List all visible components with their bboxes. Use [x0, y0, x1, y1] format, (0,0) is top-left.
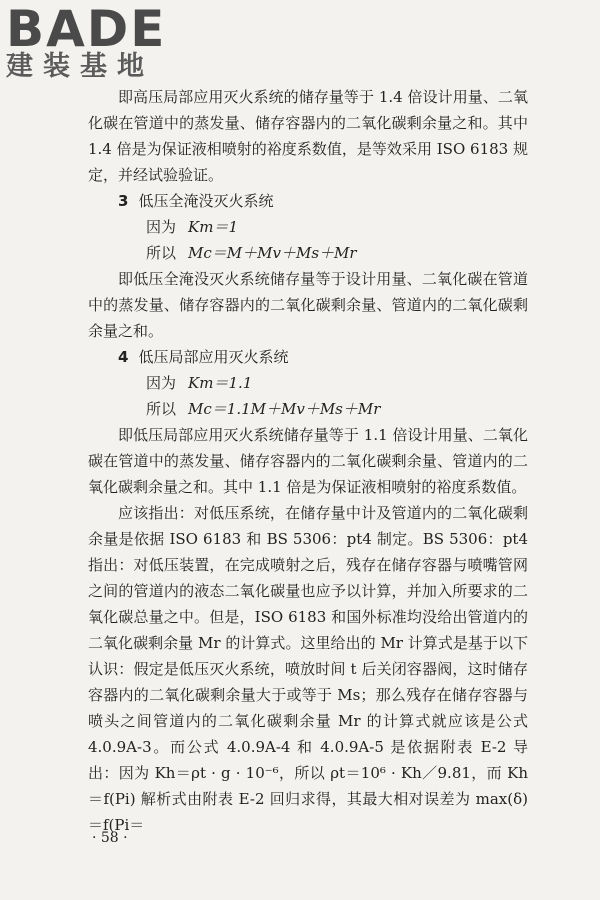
formula-expression: Mc＝M＋Mv＋Ms＋Mr [188, 244, 357, 262]
formula-line [88, 370, 528, 396]
formula-expression: Mc＝1.1M＋Mv＋Ms＋Mr [188, 400, 381, 418]
section-number: 4 [118, 348, 129, 366]
paragraph-high-pressure-local: 即高压局部应用灭火系统的储存量等于 1.4 倍设计用量、二氧化碳在管道中的蒸发量、储存容器内的二氧化碳剩余量之和。其中 1.4 倍是为保证液相喷射的裕度系数值，是等效采用 ISO 6183 规定，并经试验验证。 [88, 88, 528, 184]
section-number: 3 [118, 192, 129, 210]
paragraph-low-pressure-total: 即低压全淹没灭火系统储存量等于设计用量、二氧化碳在管道中的蒸发量、储存容器内的二氧化碳剩余量、管道内的二氧化碳剩余量之和。 [88, 270, 528, 340]
section-title: 低压全淹没灭火系统 [138, 192, 274, 210]
formula-line [88, 240, 528, 266]
paragraph-note: 应该指出：对低压系统，在储存量中计及管道内的二氧化碳剩余量是依据 ISO 6183 和 BS 5306：pt4 制定。BS 5306：pt4 指出：对低压装置，在完成喷射之后，残存在储存容器与喷嘴管网之间的管道内的液态二氧化碳量也应予以计算，并加入所要求的二氧化碳总量之中。但是，ISO 6183 和国外标准均没给出管道内的二氧化碳剩余量 Mr 的计算式。这里给出的 Mr 计算式是基于以下认识：假定是低压灭火系统，喷放时间 t 后关闭容器阀，这时储存容器内的二氧化碳剩余量大于或等于 Ms；那么残存在储存容器与喷头之间管道内的二氧化碳剩余量 Mr 的计算式就应该是公式 4.0.9A-3。而公式 4.0.9A-4 和 4.0.9A-5 是依据附表 E-2 导出：因为 Kh＝ρt · g · 10⁻⁶，所以 ρt＝10⁶ · Kh／9.81，而 Kh＝f(Pi) 解析式由附表 E-2 回归求得，其最大相对误差为 max(δ)＝f(Pi＝ [88, 504, 528, 834]
formula-line [88, 396, 528, 422]
formula-keyword: 所以 [146, 244, 177, 262]
section-heading-4 [88, 344, 528, 370]
bade-logo [6, 0, 176, 82]
section-title: 低压局部应用灭火系统 [138, 348, 289, 366]
formula-keyword: 因为 [146, 374, 177, 392]
formula-expression: Km＝1 [188, 218, 238, 236]
formula-line [88, 214, 528, 240]
formula-expression: Km＝1.1 [188, 374, 253, 392]
paragraph-low-pressure-local: 即低压局部应用灭火系统储存量等于 1.1 倍设计用量、二氧化碳在管道中的蒸发量、储存容器内的二氧化碳剩余量、管道内的二氧化碳剩余量之和。其中 1.1 倍是为保证液相喷射的裕度系数值。 [88, 426, 528, 496]
logo-wordmark: BADE [6, 0, 167, 58]
logo-subtitle: 建装基地 [6, 51, 154, 82]
page-number: · 58 · [92, 830, 128, 846]
formula-keyword: 所以 [146, 400, 177, 418]
section-heading-3 [88, 188, 528, 214]
formula-keyword: 因为 [146, 218, 177, 236]
document-body [88, 84, 528, 838]
